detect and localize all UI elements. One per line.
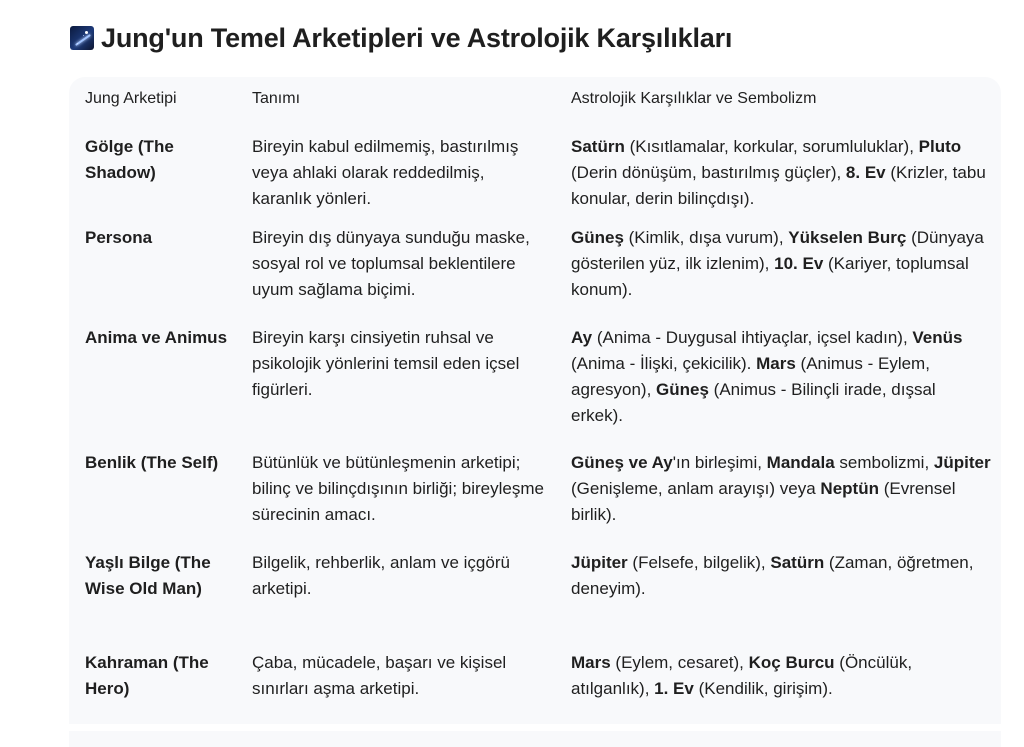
astrology-term: 10. Ev <box>774 254 824 273</box>
astrology-term: Pluto <box>918 137 962 156</box>
astrology-text: (Derin dönüşüm, bastırılmış güçler), <box>571 163 846 182</box>
astrology-term: 1. Ev <box>654 679 694 698</box>
astrology-text: sembolizmi, <box>834 453 934 472</box>
table-row <box>69 313 1001 438</box>
astrology-text: (Animus - Eylem, agresyon), <box>571 354 930 399</box>
astrology-cell <box>555 438 1001 538</box>
astrology-text: (Dünyaya gösterilen yüz, ilk izlenim), <box>571 228 984 273</box>
astrology-term: Güneş ve Ay <box>571 453 673 472</box>
astrology-term: Güneş <box>656 380 709 399</box>
definition-cell: Çaba, mücadele, başarı ve kişisel sınırları aşma arketipi. <box>252 653 507 698</box>
page-title: Jung'un Temel Arketipleri ve Astrolojik Karşılıkları <box>101 22 733 53</box>
archetype-cell: Gölge (The Shadow) <box>85 137 174 182</box>
definition-cell: Bireyin dış dünyaya sunduğu maske, sosyal rol ve toplumsal beklentilere uyum sağlama biçimi. <box>252 228 530 299</box>
astrology-term: Jüpiter <box>933 453 991 472</box>
astrology-cell <box>555 638 1001 710</box>
astrology-text: (Anima - Duygusal ihtiyaçlar, içsel kadın), <box>592 328 913 347</box>
astrology-text: (Öncülük, atılganlık), <box>571 653 913 698</box>
astrology-term: Venüs <box>912 328 963 347</box>
astrology-term: Ay <box>571 328 593 347</box>
astrology-text: (Anima - İlişki, çekicilik). <box>571 354 757 373</box>
astrology-term: Koç Burcu <box>748 653 835 672</box>
archetype-cell: Persona <box>85 228 153 247</box>
astrology-text: (Kendilik, girişim). <box>693 679 833 698</box>
table-row <box>69 538 1001 638</box>
astrology-term: 8. Ev <box>845 163 886 182</box>
milky-way-icon <box>70 26 94 50</box>
astrology-text: (Krizler, tabu konular, derin bilinçdışı). <box>571 163 986 208</box>
astrology-term: Satürn <box>770 553 825 572</box>
astrology-term: Mars <box>756 354 796 373</box>
archetype-cell: Benlik (The Self) <box>85 453 219 472</box>
definition-cell: Bireyin kabul edilmemiş, bastırılmış veya ahlaki olarak reddedilmiş, karanlık yönleri. <box>252 137 519 208</box>
archetype-table-card <box>69 77 1001 724</box>
astrology-term: Jüpiter <box>571 553 628 572</box>
astrology-term: Güneş <box>571 228 624 247</box>
astrology-text: 'ın birleşimi, <box>672 453 767 472</box>
astrology-text: (Kısıtlamalar, korkular, sorumluluklar), <box>624 137 919 156</box>
archetype-cell: Kahraman (The Hero) <box>85 653 209 698</box>
astrology-term: Mandala <box>766 453 835 472</box>
astrology-text: (Kariyer, toplumsal konum). <box>571 254 969 299</box>
astrology-cell <box>555 313 1001 438</box>
column-header-definition: Tanımı <box>252 90 301 107</box>
astrology-text: (Eylem, cesaret), <box>610 653 749 672</box>
astrology-text: (Zaman, öğretmen, deneyim). <box>571 553 974 598</box>
column-header-astrology: Astrolojik Karşılıklar ve Sembolizm <box>571 90 817 107</box>
astrology-text: (Evrensel birlik). <box>571 479 956 524</box>
astrology-text: (Animus - Bilinçli irade, dışsal erkek). <box>571 380 936 425</box>
table-row <box>69 212 1001 313</box>
astrology-text: (Felsefe, bilgelik), <box>627 553 771 572</box>
astrology-text: (Kimlik, dışa vurum), <box>623 228 789 247</box>
definition-cell: Bütünlük ve bütünleşmenin arketipi; bilinç ve bilinçdışının birliği; bireyleşme sürecinin amacı. <box>252 453 544 524</box>
astrology-term: Satürn <box>571 137 625 156</box>
table-row <box>69 438 1001 538</box>
astrology-term: Neptün <box>820 479 879 498</box>
archetype-cell: Anima ve Animus <box>85 328 228 347</box>
table-row <box>69 121 1001 212</box>
astrology-cell <box>555 121 1001 212</box>
table-header-row <box>69 77 1001 121</box>
definition-cell: Bireyin karşı cinsiyetin ruhsal ve psikolojik yönlerini temsil eden içsel figürleri. <box>252 328 520 399</box>
next-block-edge <box>69 731 1001 747</box>
heading <box>70 20 732 56</box>
astrology-text: (Genişleme, anlam arayışı) veya <box>571 479 821 498</box>
archetype-cell: Yaşlı Bilge (The Wise Old Man) <box>85 553 211 598</box>
archetype-table <box>69 77 1001 710</box>
astrology-cell <box>555 212 1001 313</box>
definition-cell: Bilgelik, rehberlik, anlam ve içgörü arketipi. <box>252 553 510 598</box>
astrology-term: Yükselen Burç <box>788 228 907 247</box>
column-header-archetype: Jung Arketipi <box>85 90 177 107</box>
astrology-cell <box>555 538 1001 638</box>
astrology-term: Mars <box>571 653 611 672</box>
table-row <box>69 638 1001 710</box>
